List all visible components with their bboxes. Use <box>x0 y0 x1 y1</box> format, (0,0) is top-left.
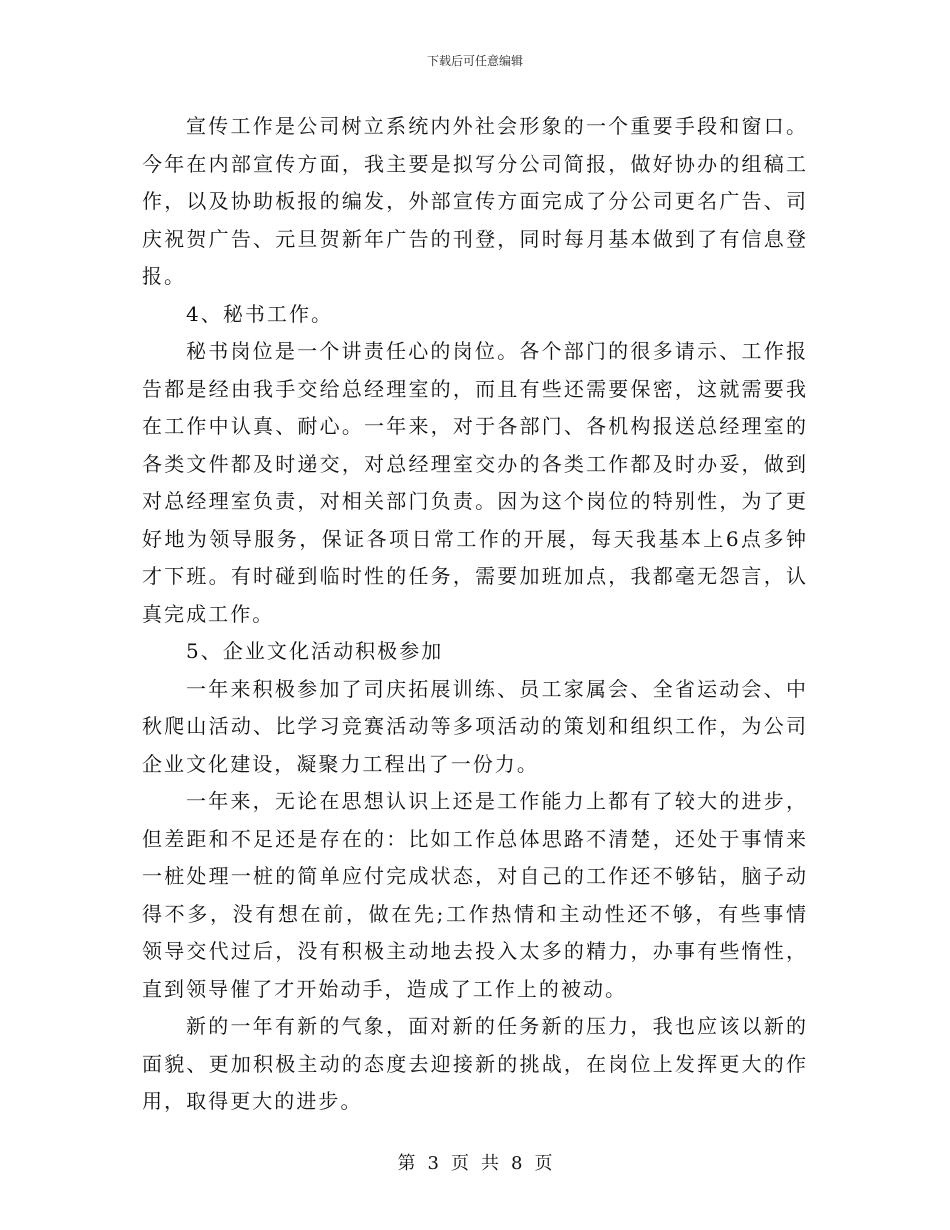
heading-secretary-work: 4、秘书工作。 <box>186 301 334 326</box>
paragraph-new-year: 新的一年有新的气象，面对新的任务新的压力，我也应该以新的面貌、更加积极主动的态度去迎接新的挑战，在岗位上发挥更大的作用，取得更大的进步。 <box>142 1014 808 1113</box>
footer-label-page-unit: 页 <box>451 1153 469 1174</box>
paragraph-publicity: 宣传工作是公司树立系统内外社会形象的一个重要手段和窗口。今年在内部宣传方面，我主要是拟写分公司简报，做好协办的组稿工作，以及协助板报的编发，外部宣传方面完成了分公司更名广告、司庆祝贺广告、元旦贺新年广告的刊登，同时每月基本做到了有信息登报。 <box>142 114 808 288</box>
page-footer <box>0 1153 950 1175</box>
page-header-note: 下载后可任意编辑 <box>426 54 523 68</box>
paragraph-secretary: 秘书岗位是一个讲责任心的岗位。各个部门的很多请示、工作报告都是经由我手交给总经理室的，而且有些还需要保密，这就需要我在工作中认真、耐心。一年来，对于各部门、各机构报送总经理室的各类文件都及时递交，对总经理室交办的各类工作都及时办妥，做到对总经理室负责，对相关部门负责。因为这个岗位的特别性，为了更好地为领导服务，保证各项日常工作的开展，每天我基本上6点多钟才下班。有时碰到临时性的任务，需要加班加点，我都毫无怨言，认真完成工作。 <box>142 339 808 626</box>
footer-current-page: 3 <box>427 1153 439 1174</box>
document-body <box>142 108 808 1121</box>
heading-culture-activities: 5、企业文化活动积极参加 <box>186 639 444 663</box>
footer-label-total-unit: 页 <box>534 1153 553 1174</box>
footer-label-page: 第 <box>397 1153 416 1174</box>
paragraph-activities: 一年来积极参加了司庆拓展训练、员工家属会、全省运动会、中秋爬山活动、比学习竞赛活动等多项活动的策划和组织工作，为公司企业文化建设，凝聚力工程出了一份力。 <box>142 676 808 776</box>
paragraph-shortcomings: 一年来，无论在思想认识上还是工作能力上都有了较大的进步，但差距和不足还是存在的：比如工作总体思路不清楚，还处于事情来一桩处理一桩的简单应付完成状态，对自己的工作还不够钻，脑子动得不多，没有想在前，做在先;工作热情和主动性还不够，有些事情领导交代过后，没有积极主动地去投入太多的精力，办事有些惰性，直到领导催了才开始动手，造成了工作上的被动。 <box>142 789 808 1001</box>
footer-total-pages: 8 <box>511 1153 523 1174</box>
footer-label-total: 共 <box>481 1153 499 1174</box>
